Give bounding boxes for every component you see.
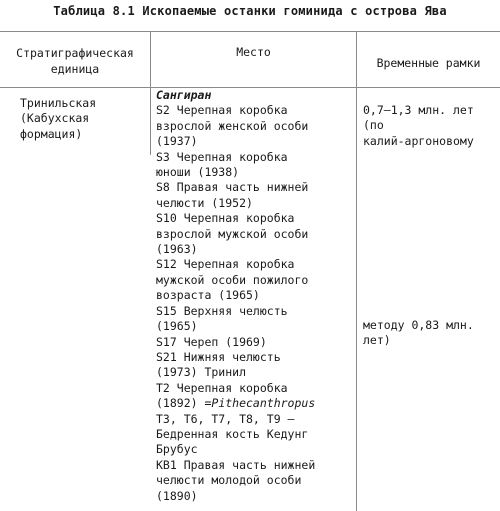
place-line: возраста (1965) — [156, 288, 260, 303]
row-place — [156, 88, 356, 504]
row-time-part2: методу 0,83 млн. лет) — [363, 318, 474, 348]
place-line: T2 Черепная коробка — [156, 380, 288, 395]
place-line: (1973) Тринил — [156, 365, 247, 380]
place-line: юноши (1938) — [156, 165, 240, 180]
place-line: S21 Нижняя челюсть — [156, 349, 281, 364]
place-heading: Сангиран — [156, 88, 212, 102]
row-unit: Тринильская (Кабухская формация) — [20, 96, 97, 141]
place-line-pithecanthropus: (1892) =Pithecanthropus — [156, 396, 316, 411]
place-line: S12 Черепная коробка — [156, 257, 295, 272]
place-line: (1965) — [156, 319, 198, 334]
place-line: (1963) — [156, 242, 198, 257]
place-line: взрослой женской особи — [156, 118, 309, 133]
place-line: челюсти молодой особи — [156, 473, 302, 488]
place-line: взрослой мужской особи — [156, 226, 309, 241]
place-line: S15 Верхняя челюсть — [156, 303, 288, 318]
place-line: S10 Черепная коробка — [156, 211, 295, 226]
header-time: Временные рамки — [376, 56, 481, 70]
row-time-part1: 0,7–1,3 млн. лет (по калий-аргоновому — [363, 103, 474, 148]
place-line: челюсти (1952) — [156, 195, 253, 210]
place-line: S17 Череп (1969) — [156, 334, 267, 349]
place-line: КВ1 Правая часть нижней — [156, 457, 316, 472]
place-line: S2 Черепная коробка — [156, 103, 288, 118]
column-divider-2 — [356, 31, 357, 511]
place-line: S3 Черепная коробка — [156, 149, 288, 164]
header-unit: Стратиграфическая единица — [16, 46, 134, 76]
table-title: Таблица 8.1 Ископаемые останки гоминида с острова Ява — [53, 4, 447, 18]
header-place: Место — [236, 45, 271, 59]
place-line: Брубус — [156, 442, 198, 457]
pithecanthropus-term: Pithecanthropus — [211, 396, 316, 411]
place-line: S8 Правая часть нижней — [156, 180, 309, 195]
place-line: T3, T6, T7, T8, T9 – — [156, 411, 295, 426]
place-line: (1937) — [156, 134, 198, 149]
place-line: (1890) — [156, 488, 198, 503]
place-line: мужской особи пожилого — [156, 272, 309, 287]
table-top-rule — [0, 31, 500, 32]
place-line: Бедренная кость Кедунг — [156, 426, 309, 441]
